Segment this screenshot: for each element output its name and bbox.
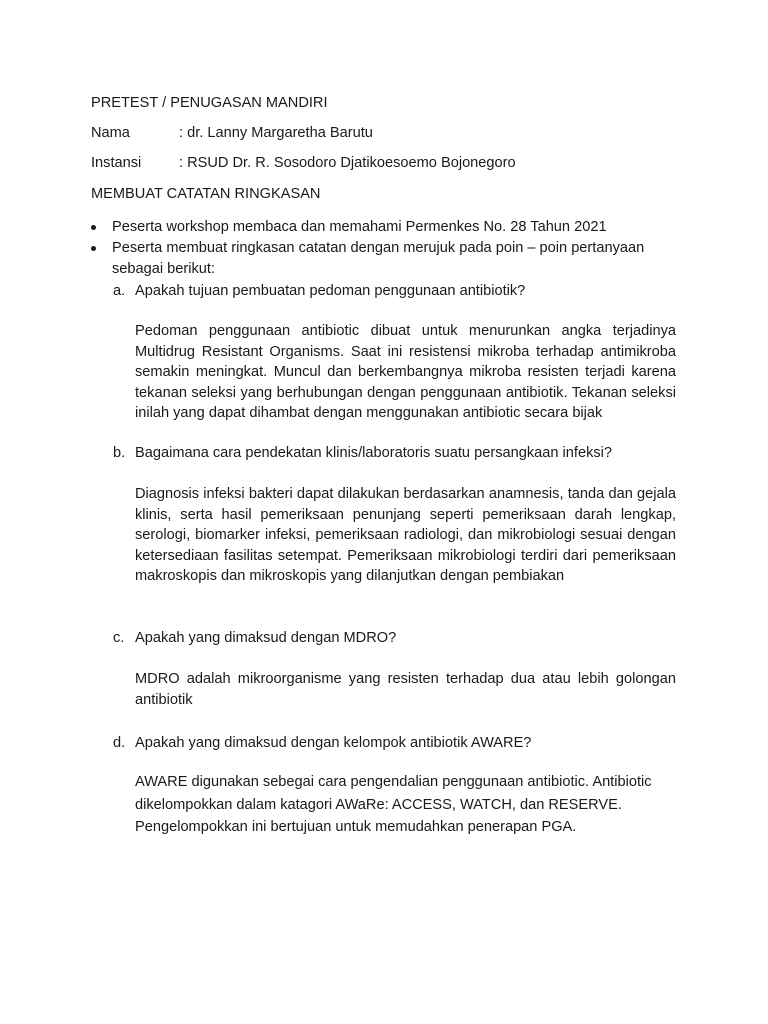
- question-text: Bagaimana cara pendekatan klinis/laboratoris suatu persangkaan infeksi?: [135, 445, 613, 461]
- bullet-dot-icon: [91, 246, 96, 251]
- question-text: Apakah tujuan pembuatan pedoman penggunaan antibiotik?: [135, 283, 526, 299]
- answer-a: Pedoman penggunaan antibiotic dibuat untuk menurunkan angka terjadinya Multidrug Resistant Organisms. Saat ini resistensi mikroba terhadap antimikroba semakin meningkat. Muncul dan berkembangnya mikroba resisten terjadi karena tekanan seleksi yang berhubungan dengan penggunaan antibiotik. Tekanan seleksi inilah yang dapat dihambat dengan menggunakan antibiotic secara bijak: [135, 323, 676, 422]
- instansi-label: Instansi: [91, 155, 142, 171]
- answer-d: AWARE digunakan sebegai cara pengendalian penggunaan antibiotic. Antibiotic dikelompokkan dalam katagori AWaRe: ACCESS, WATCH, dan RESERVE. Pengelompokkan ini bertujuan untuk memudahkan penerapan PGA.: [135, 774, 652, 835]
- bullet-dot-icon: [91, 225, 96, 230]
- question-marker: b.: [113, 445, 126, 461]
- bullet-text: Peserta workshop membaca dan memahami Permenkes No. 28 Tahun 2021: [112, 219, 607, 235]
- question-marker: c.: [113, 630, 125, 646]
- question-text: Apakah yang dimaksud dengan MDRO?: [135, 630, 397, 646]
- instansi-value: : RSUD Dr. R. Sosodoro Djatikoesoemo Bojonegoro: [179, 155, 516, 171]
- answer-b: Diagnosis infeksi bakteri dapat dilakukan berdasarkan anamnesis, tanda dan gejala klinis, serta hasil pemeriksaan penunjang seperti pemeriksaan darah lengkap, serologi, biomarker infeksi, pemeriksaan radiologi, dan mikrobiologi sesuai dengan ketersediaan fasilitas setempat. Pemeriksaan mikrobiologi terdiri dari pemeriksaan makroskopis dan mikroskopis yang dilanjutkan dengan pembiakan: [135, 486, 676, 585]
- info-row-nama: [91, 123, 373, 143]
- document-title: PRETEST / PENUGASAN MANDIRI: [91, 95, 328, 111]
- nama-label: Nama: [91, 125, 130, 141]
- answer-c: MDRO adalah mikroorganisme yang resisten terhadap dua atau lebih golongan antibiotik: [135, 671, 676, 708]
- section-title: MEMBUAT CATATAN RINGKASAN: [91, 186, 321, 202]
- question-marker: d.: [113, 735, 126, 751]
- question-marker: a.: [113, 283, 126, 299]
- nama-value: : dr. Lanny Margaretha Barutu: [179, 125, 373, 141]
- question-text: Apakah yang dimaksud dengan kelompok antibiotik AWARE?: [135, 735, 532, 751]
- info-row-instansi: [91, 153, 516, 173]
- bullet-text: Peserta membuat ringkasan catatan dengan merujuk pada poin – poin pertanyaan sebagai berikut:: [112, 240, 645, 277]
